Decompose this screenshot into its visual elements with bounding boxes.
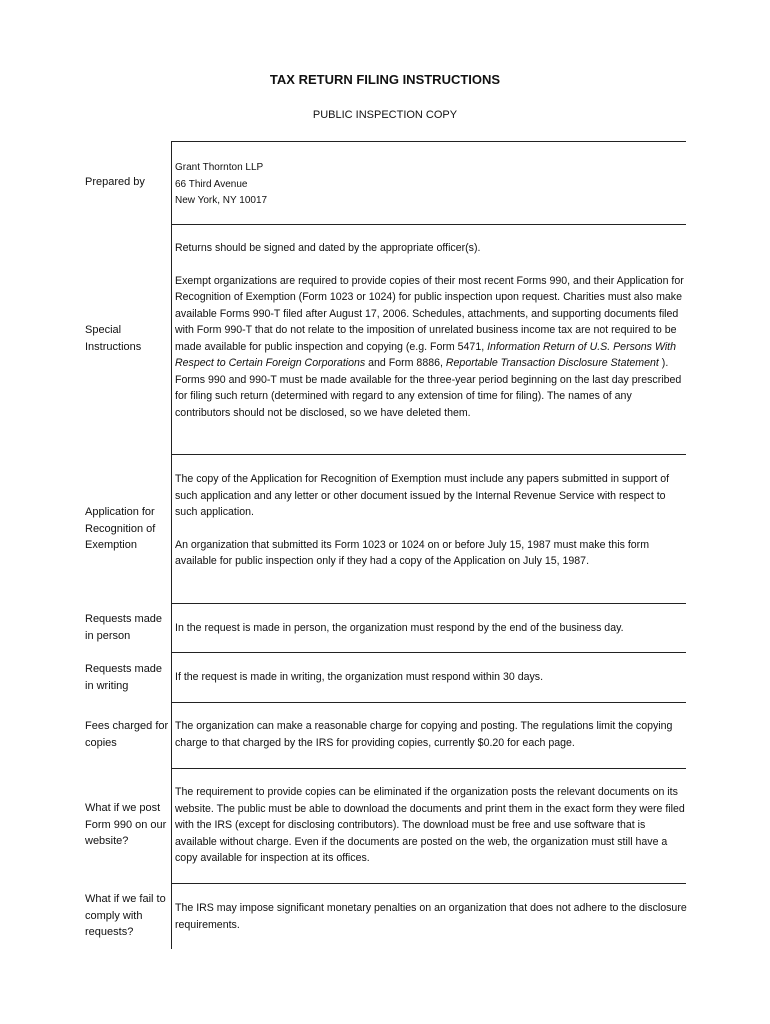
application-paragraph-2: An organization that submitted its Form 1023 or 1024 on or before July 15, 1987 must make this form available for public inspection only if they had a copy of the Application on July 15, 1987. <box>175 538 650 567</box>
preparer-firm: Grant Thornton LLP <box>175 162 264 173</box>
row-divider <box>172 883 686 884</box>
row-divider <box>172 141 686 142</box>
in-writing-text: If the request is made in writing, the organization must respond within 30 days. <box>175 671 544 683</box>
fail-to-comply-label: What if we fail to comply with requests? <box>85 893 166 938</box>
signing-instruction: Returns should be signed and dated by the appropriate officer(s). <box>175 242 481 254</box>
row-divider <box>172 652 686 653</box>
special-instructions-label: Special Instructions <box>85 324 142 353</box>
row-divider <box>172 768 686 769</box>
document-subtitle: PUBLIC INSPECTION COPY <box>312 109 458 121</box>
document-title: TAX RETURN FILING INSTRUCTIONS <box>269 72 501 87</box>
website-text: The requirement to provide copies can be eliminated if the organization posts the relevant documents on its website. The public must be able to download the documents and print them in the exact form they were filed with the IRS (except for disclosing contributors). The download must be free and use software that is available without charge. Even if the documents are posted on the web, the organization must still have a copy available for inspection at its offices. <box>175 786 685 864</box>
in-person-text: In the request is made in person, the organization must respond by the end of the business day. <box>175 622 624 634</box>
prepared-by-label: Prepared by <box>85 176 145 188</box>
fees-label: Fees charged for copies <box>85 720 169 749</box>
in-writing-label: Requests made in writing <box>85 663 163 692</box>
fees-text: The organization can make a reasonable charge for copying and posting. The regulations limit the copying charge to that charged by the IRS for providing copies, currently $0.20 for each page. <box>175 720 673 749</box>
special-instructions-content <box>175 240 690 421</box>
in-person-label: Requests made in person <box>85 613 163 642</box>
row-divider <box>172 454 686 455</box>
application-content <box>175 471 690 570</box>
public-inspection-instruction: Exempt organizations are required to provide copies of their most recent Forms 990, and their Application for Recognition of Exemption (Form 1023 or 1024) for public inspection upon request. Charities must also make available Forms 990-T filed after August 17, 2006. Schedules, attachments, and supporting documents filed with Form 990-T that do not relate to the imposition of unrelated business income tax are not required to be made available for public inspection and copying (e.g. Form 5471, Information Return of U.S. Persons With Respect to Certain Foreign Corporations and Form 8886, Reportable Transaction Disclosure Statement ). Forms 990 and 990-T must be made available for the three-year period beginning on the last day prescribed for filing such return (determined with regard to any extension of time for filing). The names of any contributors should not be disclosed, so we have deleted them. <box>175 274 684 419</box>
preparer-street: 66 Third Avenue <box>175 178 248 190</box>
application-paragraph-1: The copy of the Application for Recognition of Exemption must include any papers submitted in support of such application and any letter or other document issued by the Internal Revenue Service with respect to such application. <box>175 473 670 518</box>
application-label: Application for Recognition of Exemption <box>85 506 156 551</box>
column-divider <box>171 141 172 949</box>
row-divider <box>172 702 686 703</box>
website-label: What if we post Form 990 on our website? <box>85 802 167 847</box>
fail-to-comply-text: The IRS may impose significant monetary penalties on an organization that does not adhere to the disclosure requirements. <box>175 902 687 931</box>
row-divider <box>172 603 686 604</box>
row-divider <box>172 224 686 225</box>
preparer-address <box>175 160 690 210</box>
preparer-city: New York, NY 10017 <box>175 195 268 206</box>
